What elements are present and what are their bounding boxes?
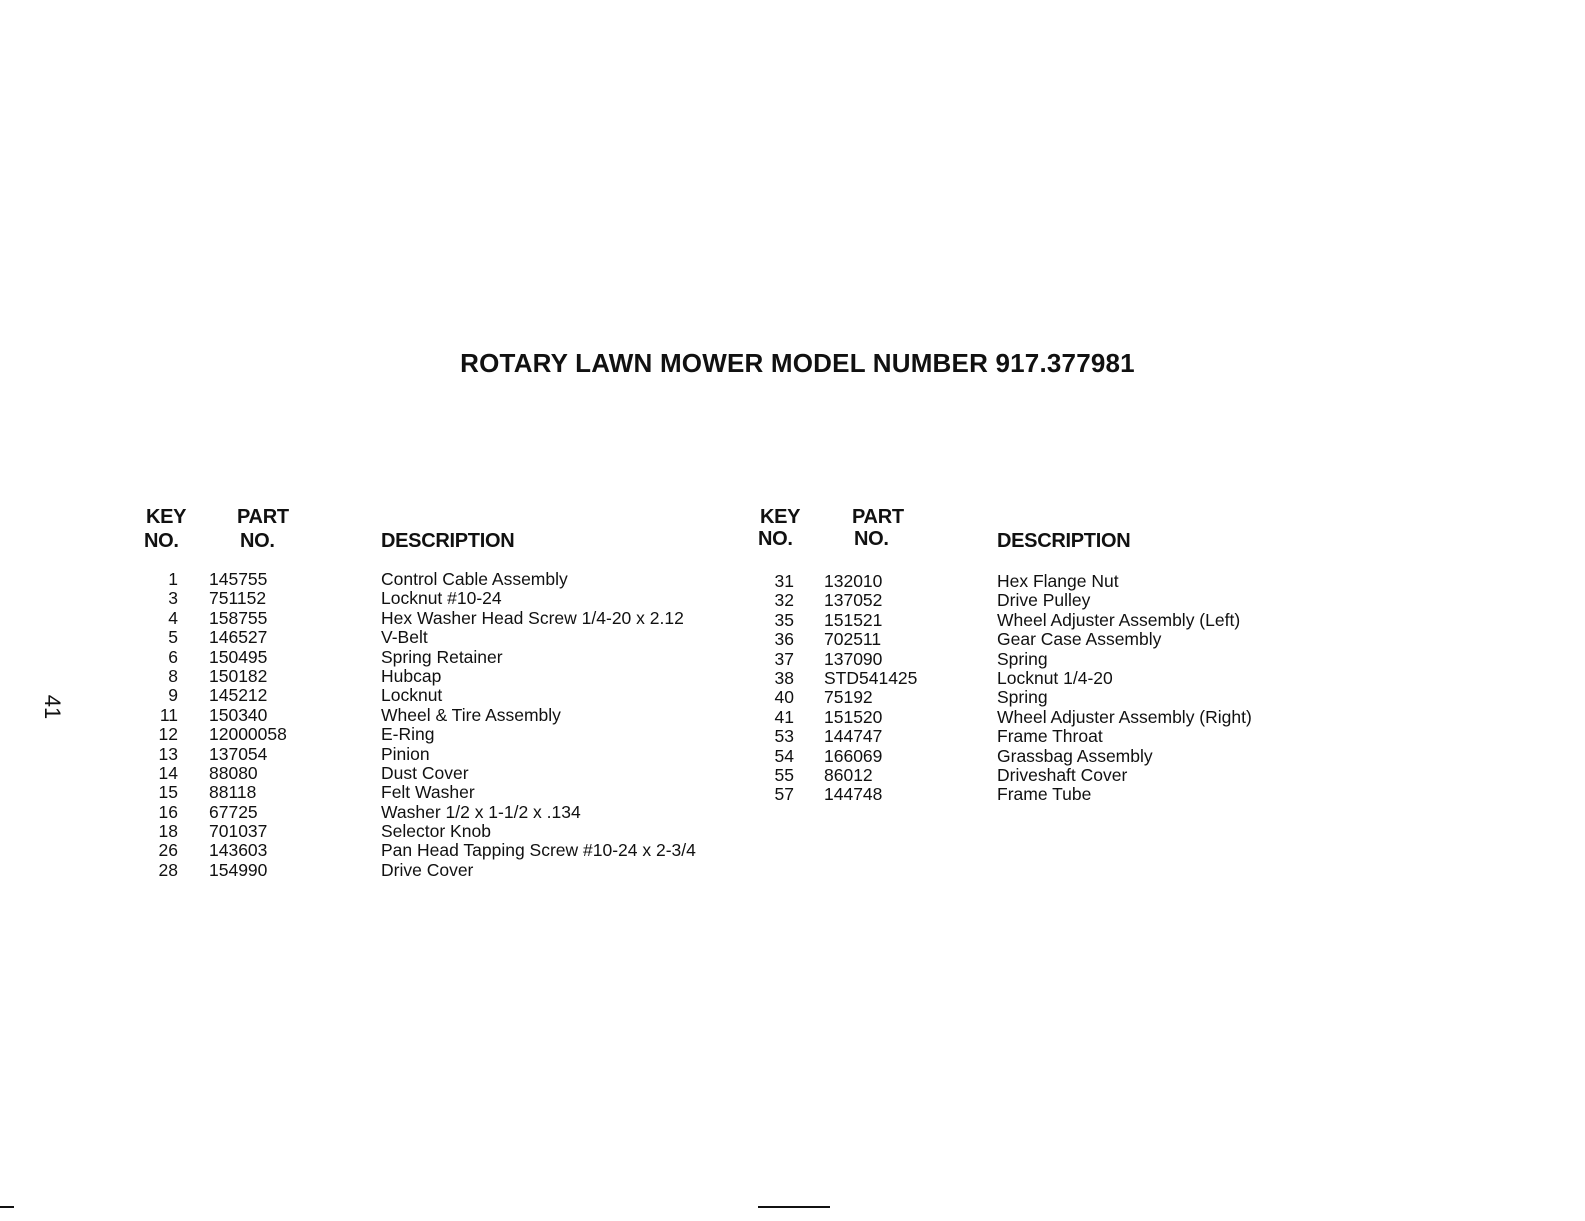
description-cell: Wheel & Tire Assembly	[381, 704, 561, 725]
description-cell: Wheel Adjuster Assembly (Left)	[997, 609, 1241, 630]
description-cell: Spring	[997, 687, 1048, 708]
key-header-line1: KEY	[146, 506, 187, 528]
key-header-line2: NO.	[144, 530, 179, 552]
description-cell: Locknut 1/4-20	[997, 667, 1113, 688]
description-cell: Locknut	[381, 685, 443, 706]
part-no-cell: 88118	[209, 782, 257, 803]
key-no-cell: 6	[168, 646, 178, 667]
part-no-cell: 702511	[824, 629, 882, 650]
description-cell: Grassbag Assembly	[997, 745, 1153, 766]
description-cell: Dust Cover	[381, 762, 469, 783]
key-no-cell: 26	[158, 840, 178, 861]
key-no-cell: 41	[774, 706, 794, 727]
part-no-cell: 132010	[824, 571, 883, 591]
description-cell: V-Belt	[381, 627, 428, 648]
part-no-cell: 151521	[824, 609, 883, 630]
description-cell: Frame Throat	[997, 726, 1103, 747]
part-no-cell: 67725	[209, 801, 258, 822]
part-no-cell: 137054	[209, 743, 268, 764]
description-cell: Wheel Adjuster Assembly (Right)	[997, 706, 1252, 727]
part-no-cell: 12000058	[209, 724, 287, 745]
description-cell: Hubcap	[381, 665, 442, 686]
part-header-line1: PART	[237, 506, 289, 528]
part-no-cell: 150495	[209, 646, 268, 667]
key-no-cell: 40	[774, 687, 794, 708]
part-no-cell: 137052	[824, 590, 883, 611]
description-cell: Spring	[997, 648, 1048, 669]
key-no-cell: 32	[774, 590, 794, 611]
key-no-cell: 53	[774, 726, 794, 747]
part-no-cell: 166069	[824, 745, 883, 766]
key-header-line1: KEY	[760, 506, 801, 528]
part-no-cell: 145755	[209, 569, 268, 589]
description-cell: Frame Tube	[997, 784, 1092, 805]
key-no-cell: 28	[158, 859, 178, 880]
key-no-cell: 15	[158, 782, 178, 803]
key-no-cell: 36	[774, 629, 794, 650]
part-no-cell: 145212	[209, 685, 268, 706]
key-no-cell: 35	[774, 609, 794, 630]
part-no-cell: 151520	[824, 706, 883, 727]
key-no-cell: 55	[774, 764, 794, 785]
part-header-line1: PART	[852, 506, 904, 528]
page-number: 41	[40, 694, 65, 720]
key-no-cell: 18	[158, 821, 178, 842]
description-cell: Gear Case Assembly	[997, 629, 1162, 650]
part-no-cell: STD541425	[824, 667, 918, 688]
description-cell: Spring Retainer	[381, 646, 503, 667]
part-no-cell: 150182	[209, 665, 268, 686]
part-no-cell: 86012	[824, 764, 873, 785]
description-cell: Washer 1/2 x 1-1/2 x .134	[381, 801, 581, 822]
key-no-cell: 54	[774, 745, 794, 766]
key-no-cell: 11	[159, 704, 178, 725]
part-no-cell: 150340	[209, 704, 268, 725]
description-header: DESCRIPTION	[381, 530, 515, 552]
description-cell: Driveshaft Cover	[997, 764, 1128, 785]
part-no-cell: 146527	[209, 627, 268, 648]
key-no-cell: 8	[168, 665, 178, 686]
part-no-cell: 751152	[209, 588, 267, 609]
page-title: ROTARY LAWN MOWER MODEL NUMBER 917.377981	[460, 348, 1135, 378]
description-cell: Drive Pulley	[997, 590, 1091, 611]
key-no-cell: 16	[158, 801, 178, 822]
key-no-cell: 57	[774, 784, 794, 805]
description-cell: Locknut #10-24	[381, 588, 502, 609]
description-cell: Drive Cover	[381, 859, 474, 880]
key-no-cell: 1	[168, 569, 178, 589]
description-cell: Selector Knob	[381, 821, 491, 842]
key-no-cell: 3	[168, 588, 178, 609]
part-header-line2: NO.	[854, 528, 889, 550]
description-cell: E-Ring	[381, 724, 435, 745]
description-cell: Pinion	[381, 743, 430, 764]
description-cell: Hex Flange Nut	[997, 571, 1119, 591]
part-no-cell: 701037	[209, 821, 268, 842]
key-no-cell: 5	[168, 627, 178, 648]
part-no-cell: 144747	[824, 726, 883, 747]
key-header-line2: NO.	[758, 528, 793, 550]
part-no-cell: 137090	[824, 648, 883, 669]
bottom-rule	[758, 1206, 830, 1208]
key-no-cell: 12	[158, 724, 178, 745]
description-cell: Control Cable Assembly	[381, 569, 568, 589]
edge-mark	[0, 1206, 14, 1208]
description-cell: Hex Washer Head Screw 1/4-20 x 2.12	[381, 607, 684, 628]
part-no-cell: 143603	[209, 840, 268, 861]
part-no-cell: 154990	[209, 859, 268, 880]
key-no-cell: 14	[158, 762, 178, 783]
description-cell: Felt Washer	[381, 782, 475, 803]
key-no-cell: 31	[774, 571, 794, 591]
part-header-line2: NO.	[240, 530, 275, 552]
part-no-cell: 88080	[209, 762, 258, 783]
description-cell: Pan Head Tapping Screw #10-24 x 2-3/4	[381, 840, 696, 861]
key-no-cell: 13	[158, 743, 178, 764]
key-no-cell: 38	[774, 667, 794, 688]
key-no-cell: 9	[168, 685, 178, 706]
part-no-cell: 75192	[824, 687, 873, 708]
key-no-cell: 37	[774, 648, 794, 669]
description-header: DESCRIPTION	[997, 530, 1131, 552]
part-no-cell: 144748	[824, 784, 883, 805]
key-no-cell: 4	[168, 607, 178, 628]
part-no-cell: 158755	[209, 607, 268, 628]
